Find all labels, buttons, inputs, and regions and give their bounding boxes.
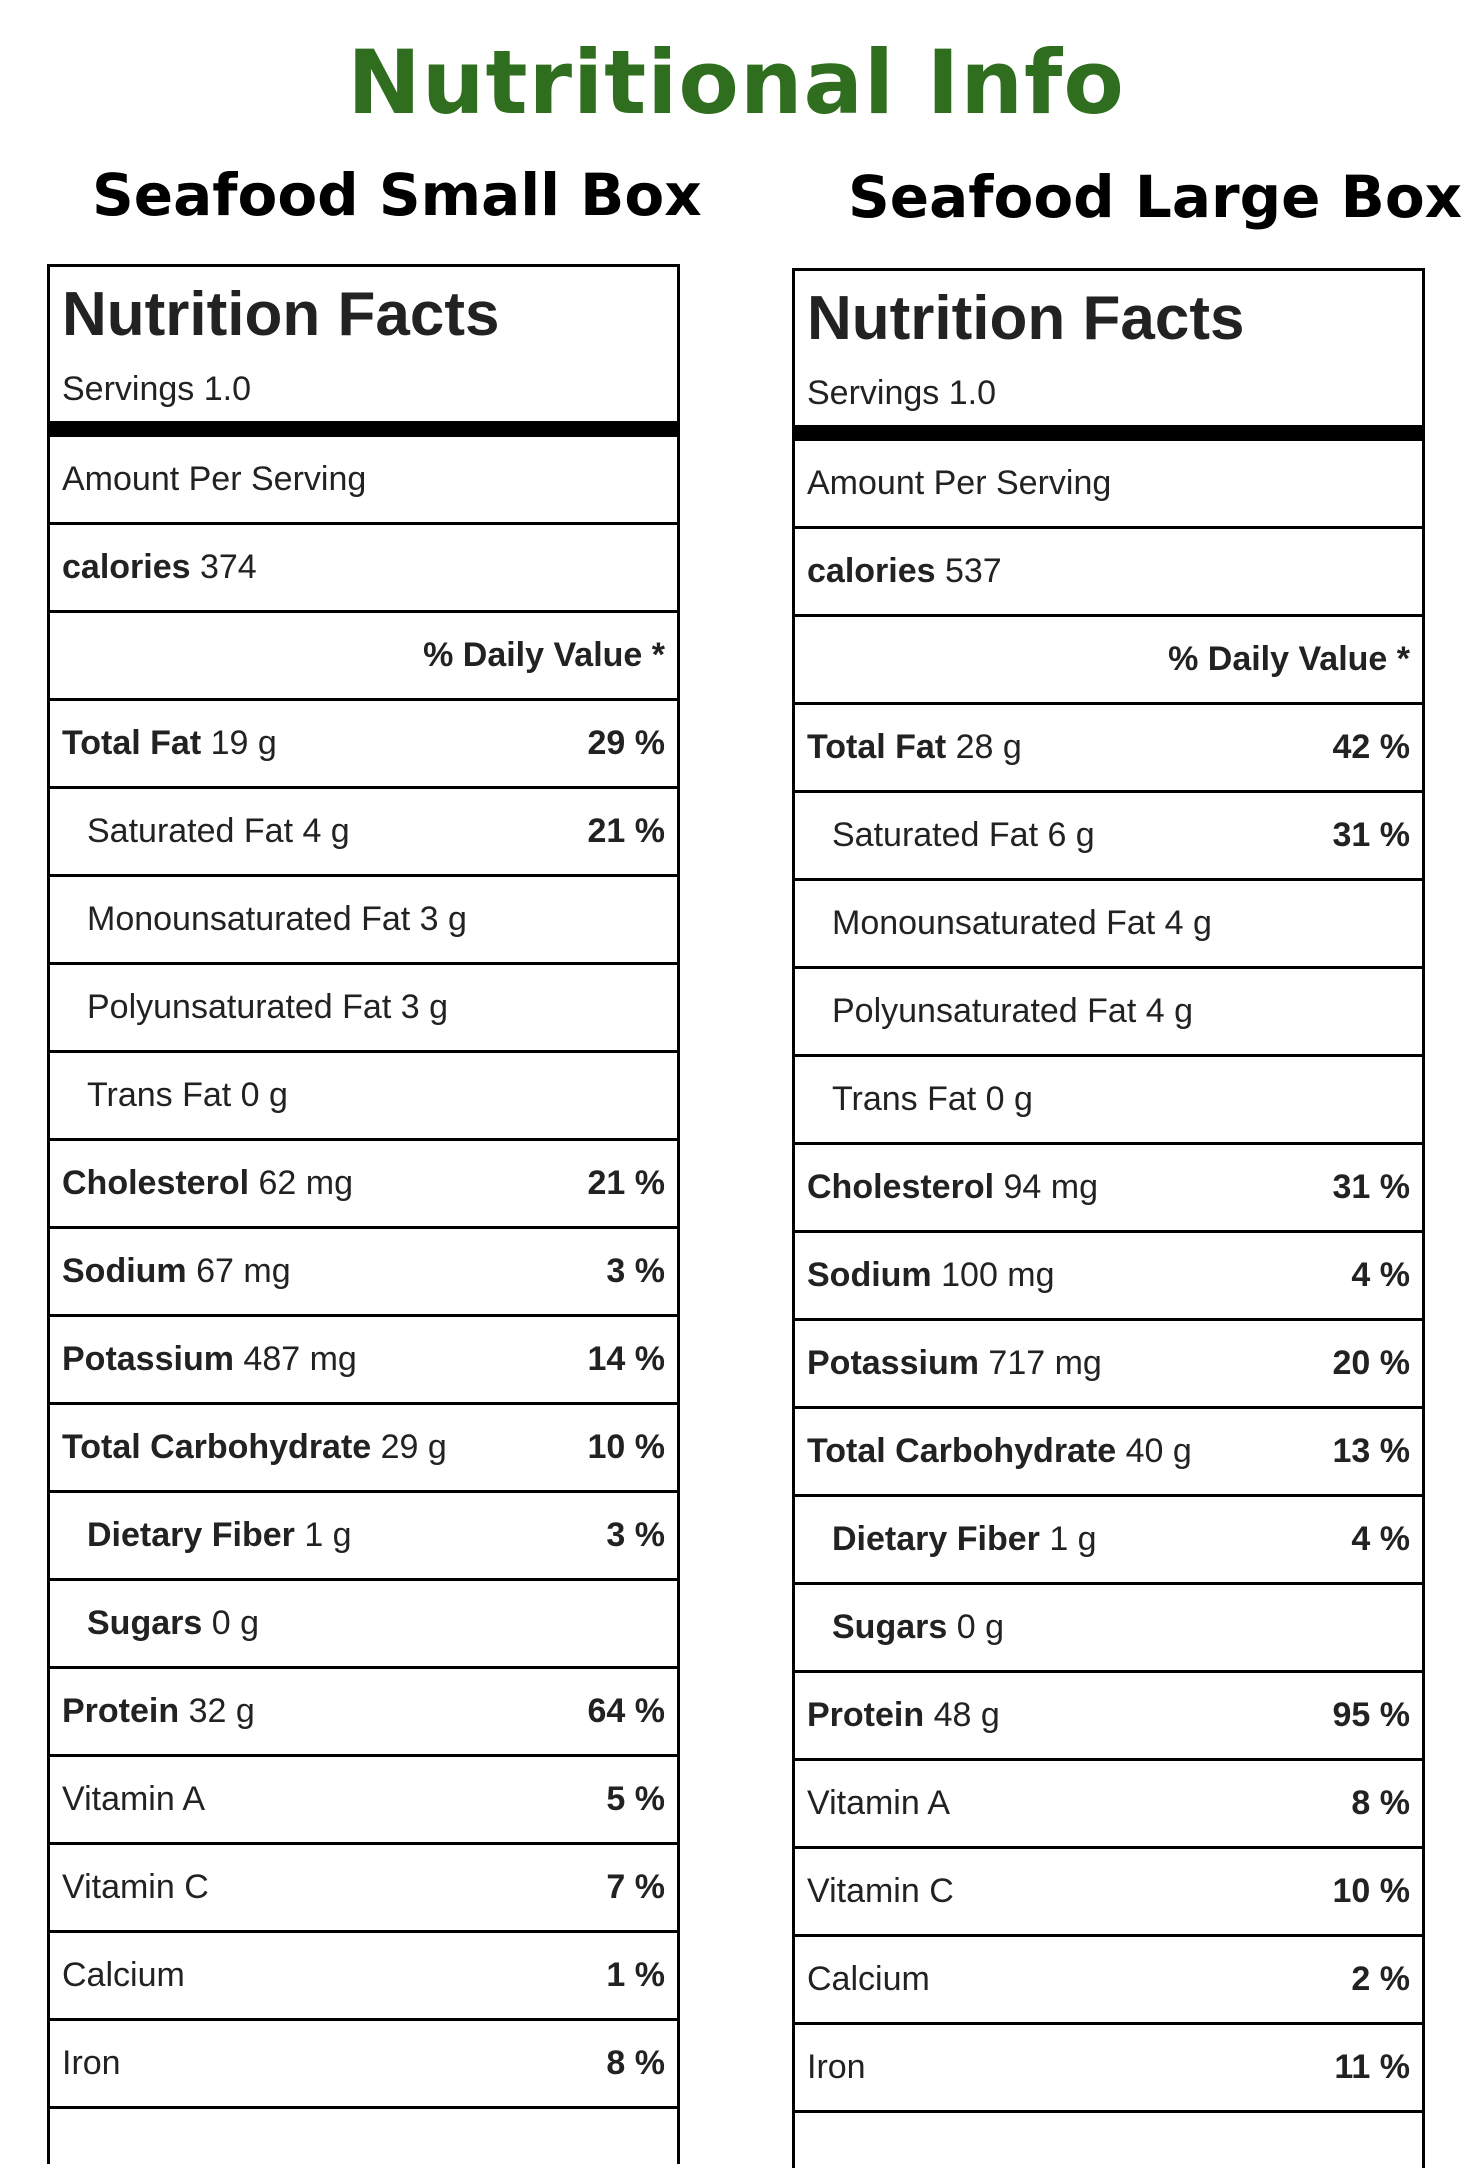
nutrition-label-large xyxy=(792,268,1425,2168)
large-box-title: Seafood Large Box xyxy=(848,163,1463,231)
calories-row xyxy=(50,525,677,613)
nutrient-row-saturated-fat xyxy=(795,793,1422,881)
nutrient-name: Calcium xyxy=(807,1960,930,1998)
nutrient-name: Potassium xyxy=(807,1344,979,1382)
nutrient-pct: 3 % xyxy=(606,1252,665,1290)
nutrient-amount: 67 mg xyxy=(196,1252,291,1290)
nutrient-name: Cholesterol xyxy=(62,1164,250,1202)
nutrition-label-small xyxy=(47,264,680,2164)
nutrient-name: Sugars xyxy=(832,1608,948,1646)
nutrient-name: Vitamin C xyxy=(807,1872,954,1910)
nutrient-name: Total Fat xyxy=(807,728,947,766)
nutrition-facts-title: Nutrition Facts xyxy=(807,284,1245,353)
nutrient-row-potassium xyxy=(50,1317,677,1405)
nutrient-name: Monounsaturated Fat 3 g xyxy=(87,900,467,938)
nutrient-name: Total Carbohydrate xyxy=(62,1428,372,1466)
page-title: Nutritional Info xyxy=(347,31,1125,134)
nutrient-row-vitamin-c xyxy=(50,1845,677,1933)
nutrient-pct: 13 % xyxy=(1332,1432,1410,1470)
servings: Servings 1.0 xyxy=(807,374,996,412)
nutrient-pct: 31 % xyxy=(1332,816,1410,854)
nutrient-row-sugars xyxy=(50,1581,677,1669)
nutrient-name: Monounsaturated Fat 4 g xyxy=(832,904,1212,942)
nutrient-row-dietary-fiber xyxy=(795,1497,1422,1585)
nutrient-pct: 21 % xyxy=(587,1164,665,1202)
nutrient-row-potassium xyxy=(795,1321,1422,1409)
nutrient-amount: 717 mg xyxy=(988,1344,1102,1382)
nutrient-row-total-carbohydrate xyxy=(50,1405,677,1493)
nutrient-name: Trans Fat 0 g xyxy=(87,1076,288,1114)
nutrient-name: Polyunsaturated Fat 4 g xyxy=(832,992,1194,1030)
nutrient-name: Vitamin A xyxy=(807,1784,951,1822)
nutrient-row-sodium xyxy=(50,1229,677,1317)
nutrient-name: Cholesterol xyxy=(807,1168,995,1206)
nutrient-name: Total Fat xyxy=(62,724,202,762)
nutrient-name: Protein xyxy=(807,1696,925,1734)
daily-value-header: % Daily Value * xyxy=(1168,640,1410,678)
nutrient-pct: 31 % xyxy=(1332,1168,1410,1206)
nutrient-amount: 94 mg xyxy=(1003,1168,1098,1206)
amount-per-serving-row xyxy=(50,437,677,525)
nutrient-row-total-fat xyxy=(50,701,677,789)
nutrient-amount: 48 g xyxy=(933,1696,1000,1734)
nutrient-row-protein xyxy=(50,1669,677,1757)
servings: Servings 1.0 xyxy=(62,370,251,408)
nutrient-row-iron xyxy=(795,2025,1422,2113)
nutrient-row-monounsaturated-fat xyxy=(795,881,1422,969)
nutrient-pct: 64 % xyxy=(587,1692,665,1730)
nutrient-row-monounsaturated-fat xyxy=(50,877,677,965)
nutrient-name: Iron xyxy=(807,2048,866,2086)
nutrient-name: Protein xyxy=(62,1692,180,1730)
nutrient-pct: 10 % xyxy=(1332,1872,1410,1910)
nutrient-name: Vitamin C xyxy=(62,1868,209,1906)
daily-value-header-row xyxy=(50,613,677,701)
nutrient-pct: 95 % xyxy=(1332,1696,1410,1734)
nutrient-pct: 4 % xyxy=(1351,1520,1410,1558)
nutrient-amount: 0 g xyxy=(956,1608,1004,1646)
daily-value-header: % Daily Value * xyxy=(423,636,665,674)
calories-value: 537 xyxy=(944,552,1002,590)
calories-label: calories xyxy=(62,548,191,586)
amount-per-serving-row xyxy=(795,441,1422,529)
nutrient-pct: 11 % xyxy=(1334,2048,1410,2086)
nutrient-name: Dietary Fiber xyxy=(832,1520,1040,1558)
nutrient-name: Sodium xyxy=(62,1252,187,1290)
nutrient-name: Sodium xyxy=(807,1256,932,1294)
nutrient-row-sodium xyxy=(795,1233,1422,1321)
nutrient-pct: 8 % xyxy=(606,2044,665,2082)
nutrient-amount: 1 g xyxy=(304,1516,352,1554)
nutrient-pct: 3 % xyxy=(606,1516,665,1554)
nutrient-amount: 40 g xyxy=(1125,1432,1192,1470)
nutrient-row-calcium xyxy=(795,1937,1422,2025)
nutrient-row-vitamin-a xyxy=(795,1761,1422,1849)
nutrient-amount: 19 g xyxy=(210,724,277,762)
nutrient-amount: 487 mg xyxy=(243,1340,357,1378)
nutrient-row-cholesterol xyxy=(50,1141,677,1229)
nutrient-row-saturated-fat xyxy=(50,789,677,877)
nutrient-row-total-carbohydrate xyxy=(795,1409,1422,1497)
nutrient-name: Trans Fat 0 g xyxy=(832,1080,1033,1118)
nutrient-row-iron xyxy=(50,2021,677,2109)
nutrient-name: Polyunsaturated Fat 3 g xyxy=(87,988,449,1026)
nutrient-row-polyunsaturated-fat xyxy=(50,965,677,1053)
nutrient-pct: 29 % xyxy=(587,724,665,762)
nutrient-pct: 10 % xyxy=(587,1428,665,1466)
calories-row xyxy=(795,529,1422,617)
nutrient-name: Calcium xyxy=(62,1956,185,1994)
nutrient-amount: 100 mg xyxy=(941,1256,1055,1294)
nutrient-pct: 8 % xyxy=(1351,1784,1410,1822)
nutrient-amount: 62 mg xyxy=(258,1164,353,1202)
nutrient-amount: 28 g xyxy=(955,728,1022,766)
nutrient-row-calcium xyxy=(50,1933,677,2021)
nutrient-row-total-fat xyxy=(795,705,1422,793)
nutrient-name: Vitamin A xyxy=(62,1780,206,1818)
nutrient-pct: 5 % xyxy=(606,1780,665,1818)
label-header xyxy=(795,271,1422,441)
nutrient-row-trans-fat xyxy=(795,1057,1422,1145)
nutrient-amount: 0 g xyxy=(211,1604,259,1642)
nutrient-pct: 14 % xyxy=(587,1340,665,1378)
calories-value: 374 xyxy=(199,548,257,586)
nutrient-pct: 2 % xyxy=(1351,1960,1410,1998)
nutrient-amount: 29 g xyxy=(380,1428,447,1466)
nutrient-row-trans-fat xyxy=(50,1053,677,1141)
nutrient-row-vitamin-c xyxy=(795,1849,1422,1937)
nutrient-name: Saturated Fat 4 g xyxy=(87,812,350,850)
nutrient-name: Dietary Fiber xyxy=(87,1516,295,1554)
calories-label: calories xyxy=(807,552,936,590)
nutrient-name: Sugars xyxy=(87,1604,203,1642)
nutrient-row-protein xyxy=(795,1673,1422,1761)
nutrient-name: Total Carbohydrate xyxy=(807,1432,1117,1470)
nutrient-row-cholesterol xyxy=(795,1145,1422,1233)
nutrient-name: Iron xyxy=(62,2044,121,2082)
nutrient-row-dietary-fiber xyxy=(50,1493,677,1581)
nutrition-facts-title: Nutrition Facts xyxy=(62,280,500,349)
nutrient-row-sugars xyxy=(795,1585,1422,1673)
nutrient-pct: 42 % xyxy=(1332,728,1410,766)
amount-per-serving: Amount Per Serving xyxy=(62,460,367,498)
nutrient-row-vitamin-a xyxy=(50,1757,677,1845)
small-box-title: Seafood Small Box xyxy=(92,161,702,229)
nutrient-row-polyunsaturated-fat xyxy=(795,969,1422,1057)
nutrient-pct: 20 % xyxy=(1332,1344,1410,1382)
amount-per-serving: Amount Per Serving xyxy=(807,464,1112,502)
nutrient-amount: 32 g xyxy=(188,1692,255,1730)
daily-value-header-row xyxy=(795,617,1422,705)
nutrient-name: Saturated Fat 6 g xyxy=(832,816,1095,854)
nutrient-name: Potassium xyxy=(62,1340,234,1378)
nutrient-pct: 21 % xyxy=(587,812,665,850)
nutrient-pct: 1 % xyxy=(606,1956,665,1994)
nutrient-amount: 1 g xyxy=(1049,1520,1097,1558)
label-header xyxy=(50,267,677,437)
nutrient-pct: 4 % xyxy=(1351,1256,1410,1294)
nutrient-pct: 7 % xyxy=(606,1868,665,1906)
